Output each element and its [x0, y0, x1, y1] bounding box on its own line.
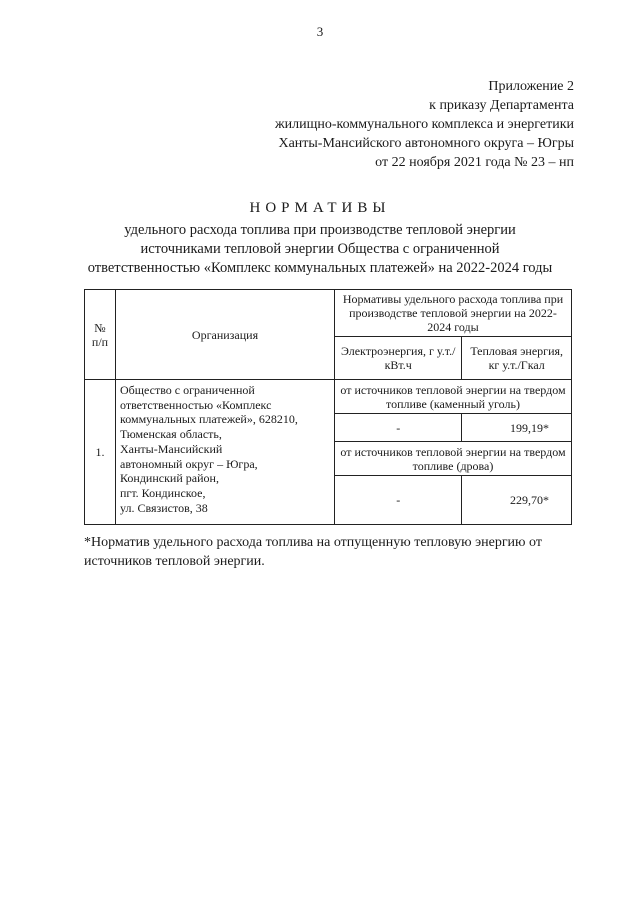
organization-line: пгт. Кондинское, — [120, 485, 206, 500]
organization-line: ответственностью «Комплекс — [120, 397, 272, 412]
organization-cell — [116, 380, 335, 525]
organization-line: Ханты-Мансийский — [120, 441, 223, 456]
appendix-line: Ханты-Мансийского автономного округа – Югры — [278, 136, 574, 151]
document-heading — [0, 200, 640, 278]
coal-electricity-value: - — [335, 414, 462, 442]
document-subtitle-line: источниками тепловой энергии Общества с ограниченной — [140, 241, 500, 257]
row-num: 1. — [85, 380, 116, 525]
source-label-coal: от источников тепловой энергии на твердом топливе (каменный уголь) — [335, 380, 572, 414]
document-subtitle-line: ответственностью «Комплекс коммунальных платежей» на 2022-2024 годы — [87, 260, 553, 276]
document-title: НОРМАТИВЫ — [249, 200, 391, 216]
footnote: *Норматив удельного расхода топлива на отпущенную тепловую энергию от источников тепловой энергии. — [84, 535, 542, 569]
header-heat: Тепловая энергия, кг у.т./Гкал — [462, 337, 572, 380]
wood-heat-value: 229,70* — [462, 476, 572, 525]
appendix-line: жилищно-коммунального комплекса и энергетики — [274, 117, 574, 132]
norms-table — [84, 289, 572, 525]
header-electricity: Электроэнергия, г у.т./кВт.ч — [335, 337, 462, 380]
wood-electricity-value: - — [335, 476, 462, 525]
organization-line: Общество с ограниченной — [120, 383, 255, 397]
document-subtitle-line: удельного расхода топлива при производстве тепловой энергии — [124, 222, 516, 238]
appendix-block — [275, 77, 574, 172]
organization-line: Тюменская область, — [120, 427, 222, 442]
header-organization: Организация — [116, 290, 335, 380]
organization-line: коммунальных платежей», 628210, — [120, 412, 298, 427]
organization-line: Кондинский район, — [120, 471, 219, 486]
coal-heat-value: 199,19* — [462, 414, 572, 442]
appendix-line: от 22 ноября 2021 года № 23 – нп — [375, 155, 574, 170]
header-num: № п/п — [85, 290, 116, 380]
page-number: 3 — [316, 24, 324, 39]
appendix-line: к приказу Департамента — [429, 98, 574, 113]
header-norms: Нормативы удельного расхода топлива при производстве тепловой энергии на 2022-2024 годы — [335, 290, 572, 337]
organization-line: автономный округ – Югра, — [120, 456, 258, 471]
organization-line: ул. Связистов, 38 — [120, 500, 208, 515]
source-label-wood: от источников тепловой энергии на твердом топливе (дрова) — [335, 442, 572, 476]
appendix-line: Приложение 2 — [488, 79, 574, 94]
